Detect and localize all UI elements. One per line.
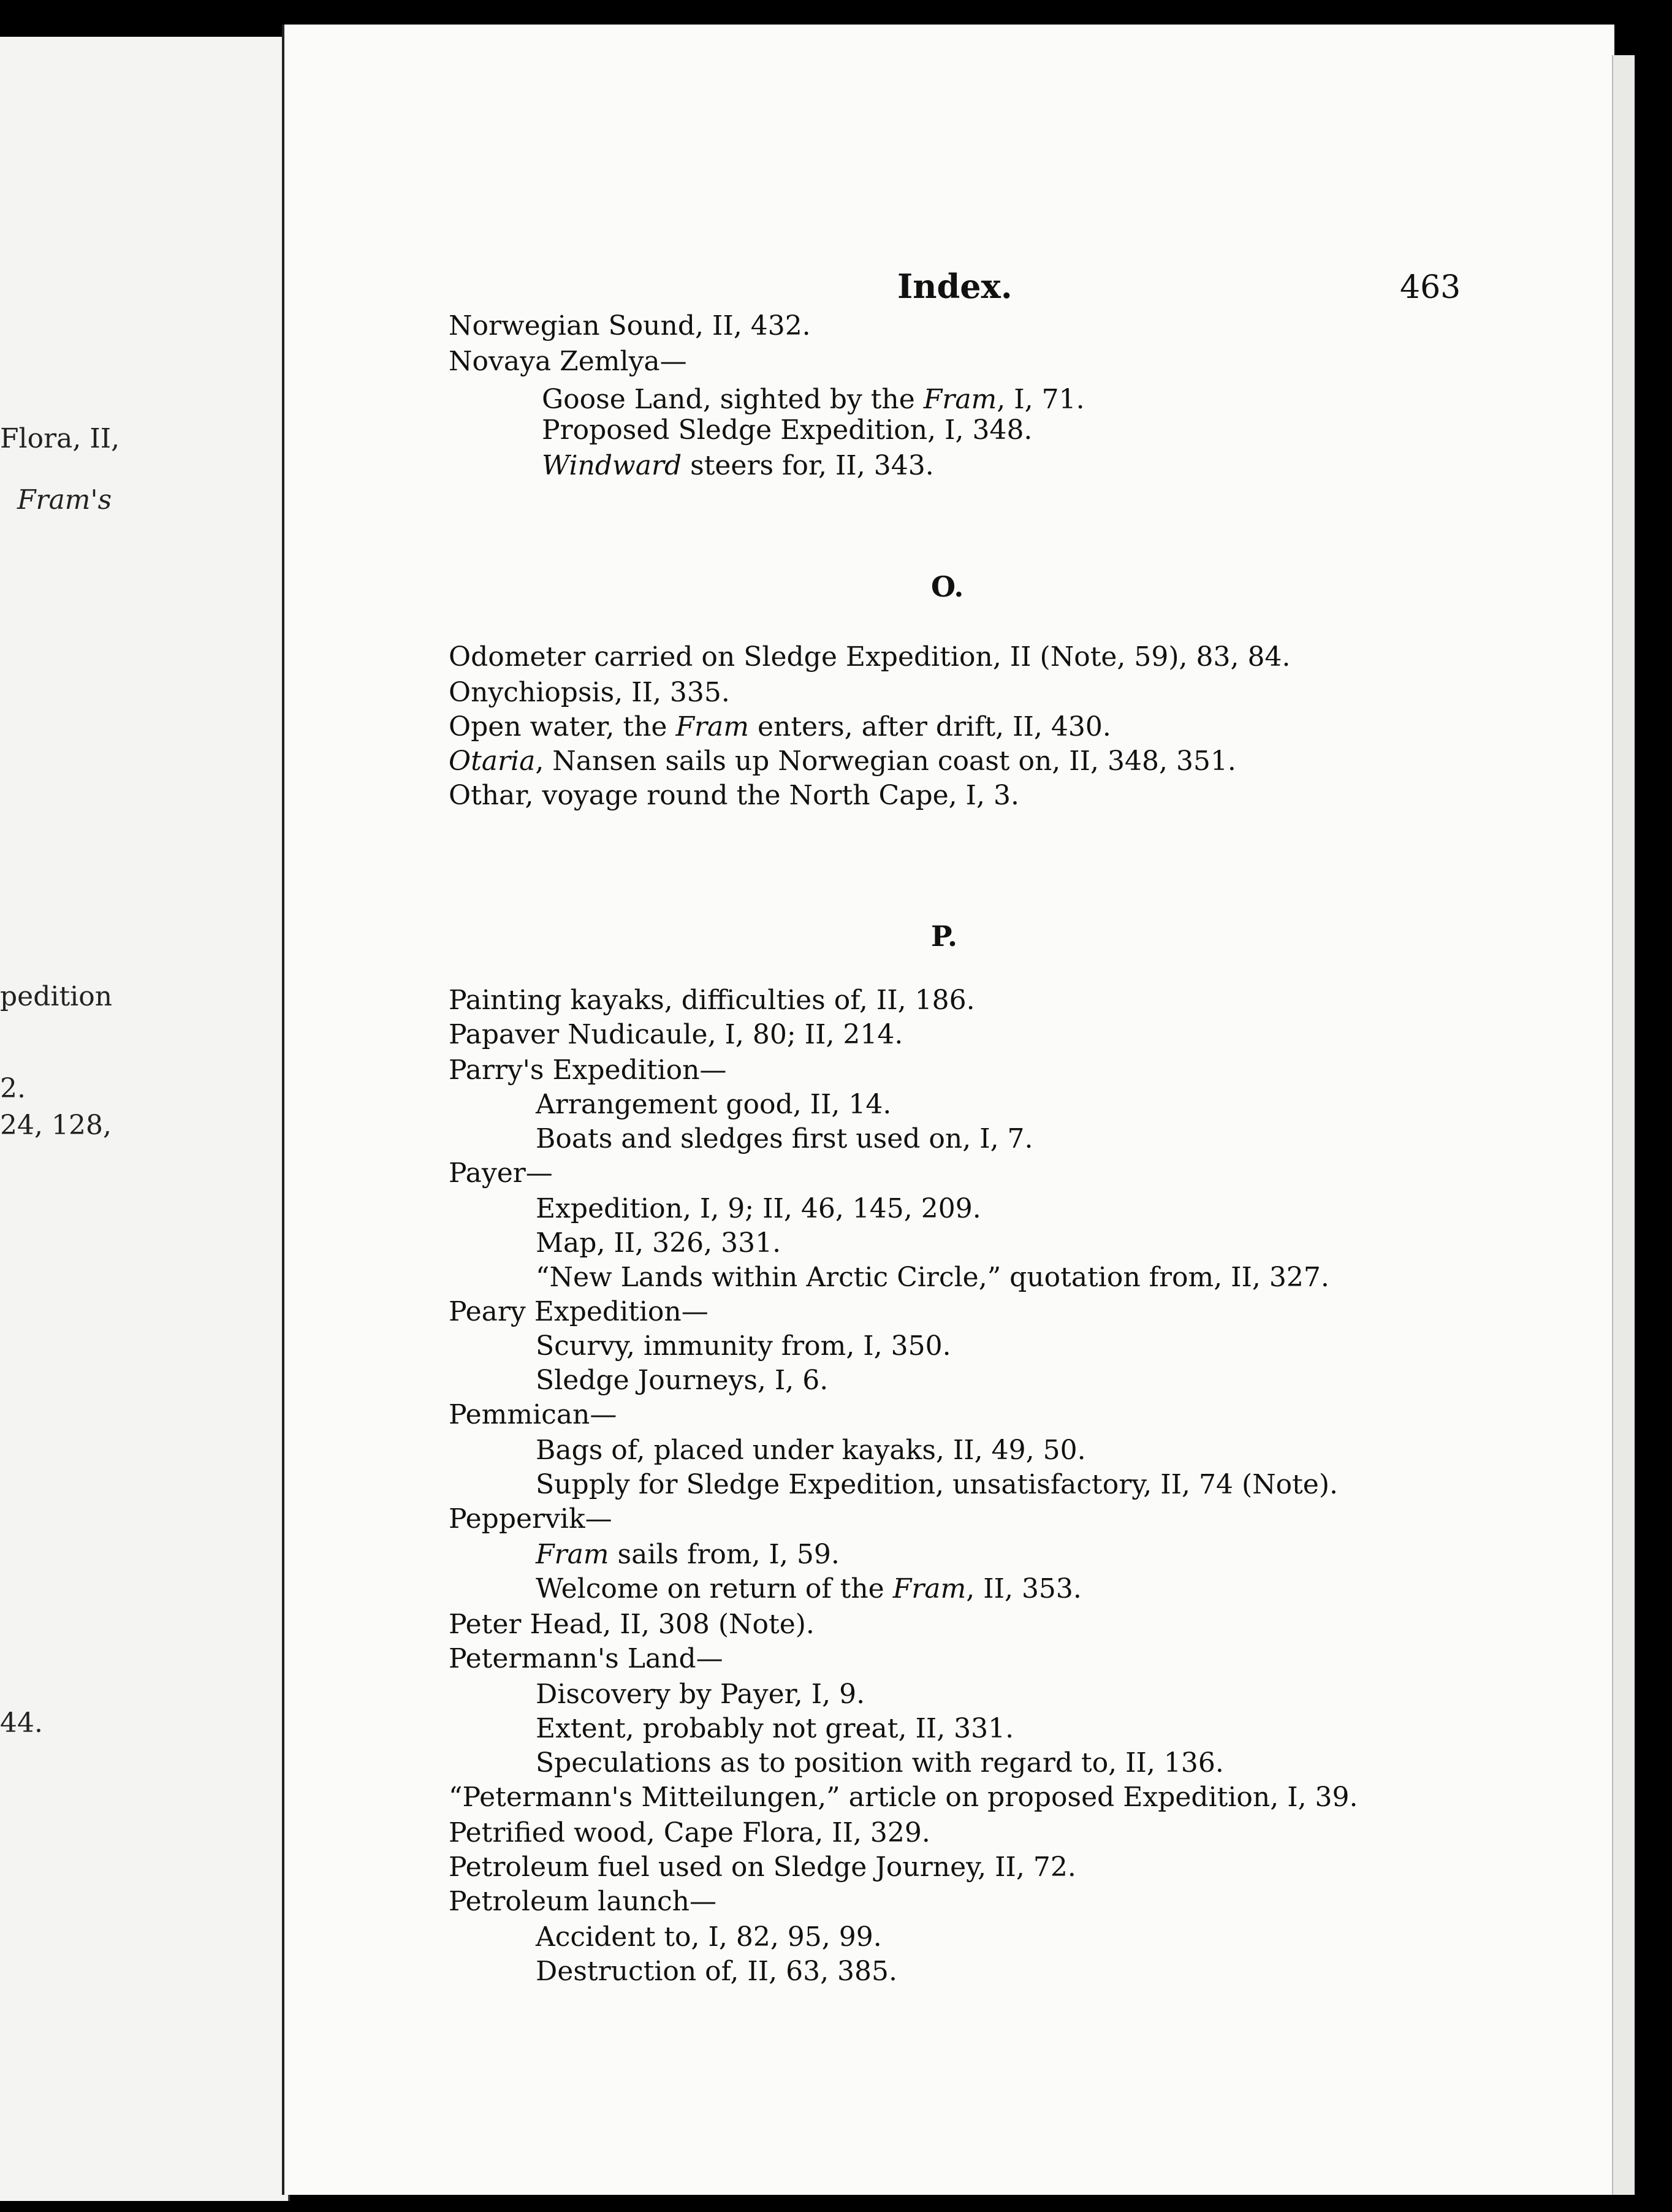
- index-entry: [542, 386, 1085, 413]
- section-letter: P.: [931, 920, 957, 953]
- left-page: [0, 37, 290, 2201]
- index-entry: Parry's Expedition—: [449, 1055, 727, 1086]
- index-entry: [449, 711, 1111, 742]
- index-entry: Accident to, I, 82, 95, 99.: [536, 1921, 882, 1953]
- entry-text: steers for, II, 343.: [682, 450, 934, 481]
- left-page-fragment: Flora, II,: [0, 423, 120, 454]
- index-entry: Petrified wood, Cape Flora, II, 329.: [449, 1817, 930, 1848]
- index-entry: Petroleum launch—: [449, 1886, 716, 1917]
- entry-italic-text: Windward: [542, 450, 682, 481]
- index-entry: Destruction of, II, 63, 385.: [536, 1956, 898, 1987]
- index-entry: Map, II, 326, 331.: [536, 1227, 781, 1259]
- index-entry: Norwegian Sound, II, 432.: [449, 310, 811, 341]
- index-entry: [536, 1573, 1082, 1604]
- index-entry: Petroleum fuel used on Sledge Journey, II, 72.: [449, 1852, 1076, 1883]
- index-entry: Scurvy, immunity from, I, 350.: [536, 1330, 951, 1362]
- entry-text: Open water, the: [449, 711, 676, 742]
- index-entry: Payer—: [449, 1157, 553, 1189]
- page-title: Index.: [897, 267, 1013, 306]
- index-entry: Peppervik—: [449, 1503, 612, 1535]
- index-entry: Boats and sledges first used on, I, 7.: [536, 1123, 1033, 1154]
- index-entry: Expedition, I, 9; II, 46, 145, 209.: [536, 1193, 981, 1224]
- index-entry: Arrangement good, II, 14.: [536, 1089, 892, 1120]
- entry-text: , I, 71.: [997, 384, 1085, 415]
- index-entry: Pemmican—: [449, 1399, 617, 1430]
- index-entry: Painting kayaks, difficulties of, II, 186.: [449, 985, 975, 1016]
- entry-text: , Nansen sails up Norwegian coast on, II, 348, 351.: [535, 746, 1236, 777]
- index-entry: Bags of, placed under kayaks, II, 49, 50.: [536, 1435, 1086, 1466]
- entry-italic-text: Otaria: [449, 746, 536, 777]
- index-entry: [542, 452, 934, 479]
- index-entry: “Petermann's Mitteilungen,” article on proposed Expedition, I, 39.: [449, 1782, 1358, 1813]
- index-entry: Speculations as to position with regard to, II, 136.: [536, 1747, 1224, 1779]
- entry-italic-text: Fram: [892, 1573, 967, 1604]
- page-number: 463: [1400, 269, 1461, 306]
- index-entry: Papaver Nudicaule, I, 80; II, 214.: [449, 1019, 903, 1050]
- entry-text: Goose Land, sighted by the: [542, 384, 924, 415]
- left-page-fragment: pedition: [0, 981, 113, 1012]
- index-entry: “New Lands within Arctic Circle,” quotation from, II, 327.: [536, 1262, 1329, 1293]
- index-entry: Petermann's Land—: [449, 1643, 723, 1674]
- index-entry: Proposed Sledge Expedition, I, 348.: [542, 414, 1033, 446]
- index-entry: Novaya Zemlya—: [449, 346, 687, 377]
- index-entry: Discovery by Payer, I, 9.: [536, 1679, 865, 1710]
- index-page: [282, 25, 1614, 2195]
- entry-italic-text: Fram: [536, 1539, 609, 1570]
- index-entry: Onychiopsis, II, 335.: [449, 677, 730, 708]
- index-entry: Supply for Sledge Expedition, unsatisfactory, II, 74 (Note).: [536, 1469, 1338, 1500]
- entry-italic-text: Fram: [675, 711, 749, 742]
- entry-text: sails from, I, 59.: [609, 1539, 840, 1570]
- left-page-fragment: 24, 128,: [0, 1110, 112, 1141]
- index-entry: Othar, voyage round the North Cape, I, 3.: [449, 780, 1019, 811]
- index-entry: [536, 1541, 840, 1568]
- left-page-fragment: 2.: [0, 1073, 26, 1104]
- left-page-fragment: Fram's: [17, 484, 112, 516]
- page-edge: [1612, 55, 1635, 2195]
- index-entry: Sledge Journeys, I, 6.: [536, 1365, 829, 1396]
- entry-text: , II, 353.: [966, 1573, 1082, 1604]
- index-entry: Peter Head, II, 308 (Note).: [449, 1609, 815, 1640]
- index-entry: Odometer carried on Sledge Expedition, II (Note, 59), 83, 84.: [449, 641, 1291, 673]
- index-entry: Extent, probably not great, II, 331.: [536, 1713, 1014, 1744]
- index-entry: [449, 748, 1236, 775]
- index-entry: Peary Expedition—: [449, 1296, 709, 1327]
- left-page-fragment: 44.: [0, 1707, 43, 1739]
- entry-text: Welcome on return of the: [536, 1573, 893, 1604]
- entry-text: enters, after drift, II, 430.: [748, 711, 1111, 742]
- section-letter: O.: [931, 570, 964, 603]
- entry-italic-text: Fram: [923, 384, 997, 415]
